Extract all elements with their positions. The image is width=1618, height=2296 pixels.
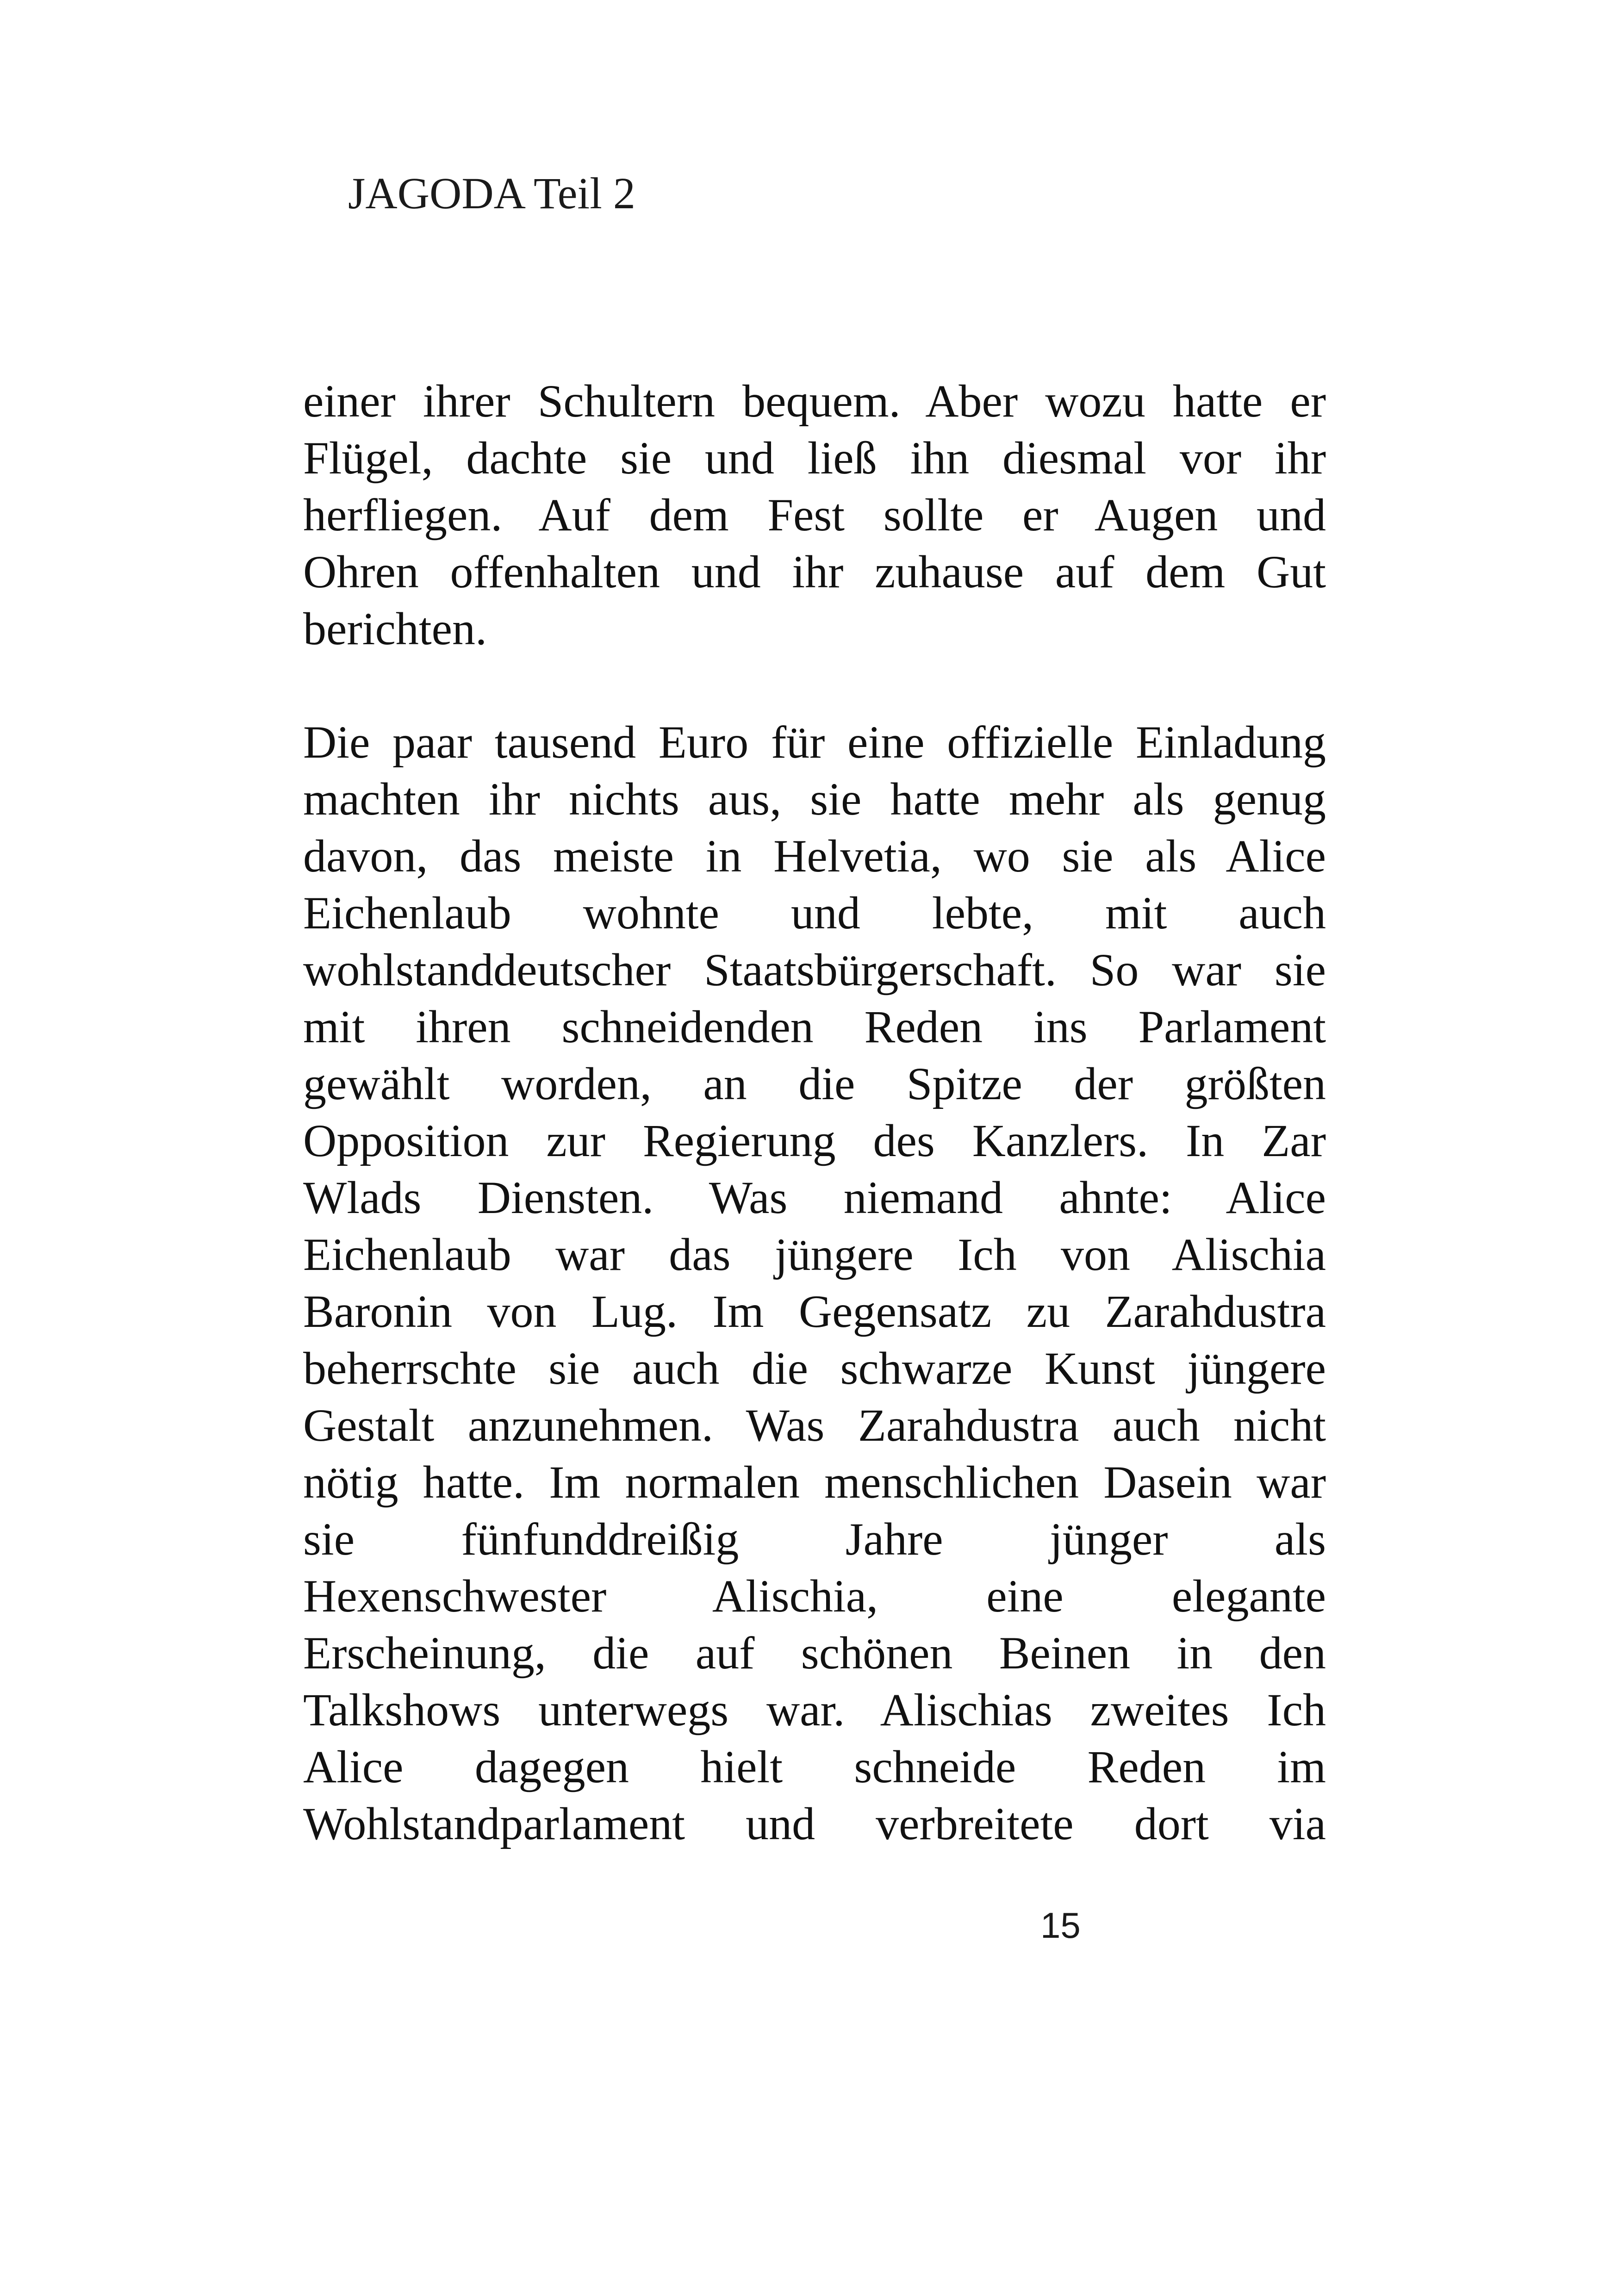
text-line: gewählt worden, an die Spitze der größten bbox=[303, 1058, 1326, 1109]
text-line: herfliegen. Auf dem Fest sollte er Augen und bbox=[303, 489, 1326, 541]
text-line: Ohren offenhalten und ihr zuhause auf dem Gut bbox=[303, 546, 1326, 597]
text-line: einer ihrer Schultern bequem. Aber wozu hatte er bbox=[303, 375, 1326, 427]
text-line: Wohlstandparlament und verbreitete dort via bbox=[303, 1798, 1326, 1849]
running-header: JAGODA Teil 2 bbox=[348, 168, 635, 218]
body-text bbox=[303, 373, 1326, 1852]
text-line: Erscheinung, die auf schönen Beinen in den bbox=[303, 1627, 1326, 1679]
text-line: Opposition zur Regierung des Kanzlers. In Zar bbox=[303, 1115, 1326, 1166]
paragraph-1 bbox=[303, 373, 1326, 657]
text-line: Die paar tausend Euro für eine offizielle Einladung bbox=[303, 716, 1326, 768]
text-line: Wlads Diensten. Was niemand ahnte: Alice bbox=[303, 1172, 1326, 1223]
text-line: beherrschte sie auch die schwarze Kunst jüngere bbox=[303, 1343, 1326, 1394]
text-line: mit ihren schneidenden Reden ins Parlament bbox=[303, 1001, 1326, 1052]
text-line: wohlstanddeutscher Staatsbürgerschaft. So war sie bbox=[303, 944, 1326, 996]
text-line: davon, das meiste in Helvetia, wo sie als Alice bbox=[303, 830, 1326, 882]
text-line: Hexenschwester Alischia, eine elegante bbox=[303, 1570, 1326, 1622]
text-line: Talkshows unterwegs war. Alischias zweites Ich bbox=[303, 1684, 1326, 1736]
text-line: berichten. bbox=[303, 603, 487, 654]
text-line: Eichenlaub wohnte und lebte, mit auch bbox=[303, 887, 1326, 939]
text-line: sie fünfunddreißig Jahre jünger als bbox=[303, 1513, 1326, 1565]
text-line: Baronin von Lug. Im Gegensatz zu Zarahdustra bbox=[303, 1286, 1326, 1337]
text-line: nötig hatte. Im normalen menschlichen Dasein war bbox=[303, 1456, 1326, 1508]
text-line: Alice dagegen hielt schneide Reden im bbox=[303, 1741, 1326, 1792]
text-line: Eichenlaub war das jüngere Ich von Alischia bbox=[303, 1229, 1326, 1280]
text-line: Flügel, dachte sie und ließ ihn diesmal vor ihr bbox=[303, 432, 1326, 484]
text-line: Gestalt anzunehmen. Was Zarahdustra auch nicht bbox=[303, 1400, 1326, 1451]
page-number: 15 bbox=[1040, 1905, 1081, 1946]
text-line: machten ihr nichts aus, sie hatte mehr als genug bbox=[303, 773, 1326, 825]
paragraph-2 bbox=[303, 714, 1326, 1852]
